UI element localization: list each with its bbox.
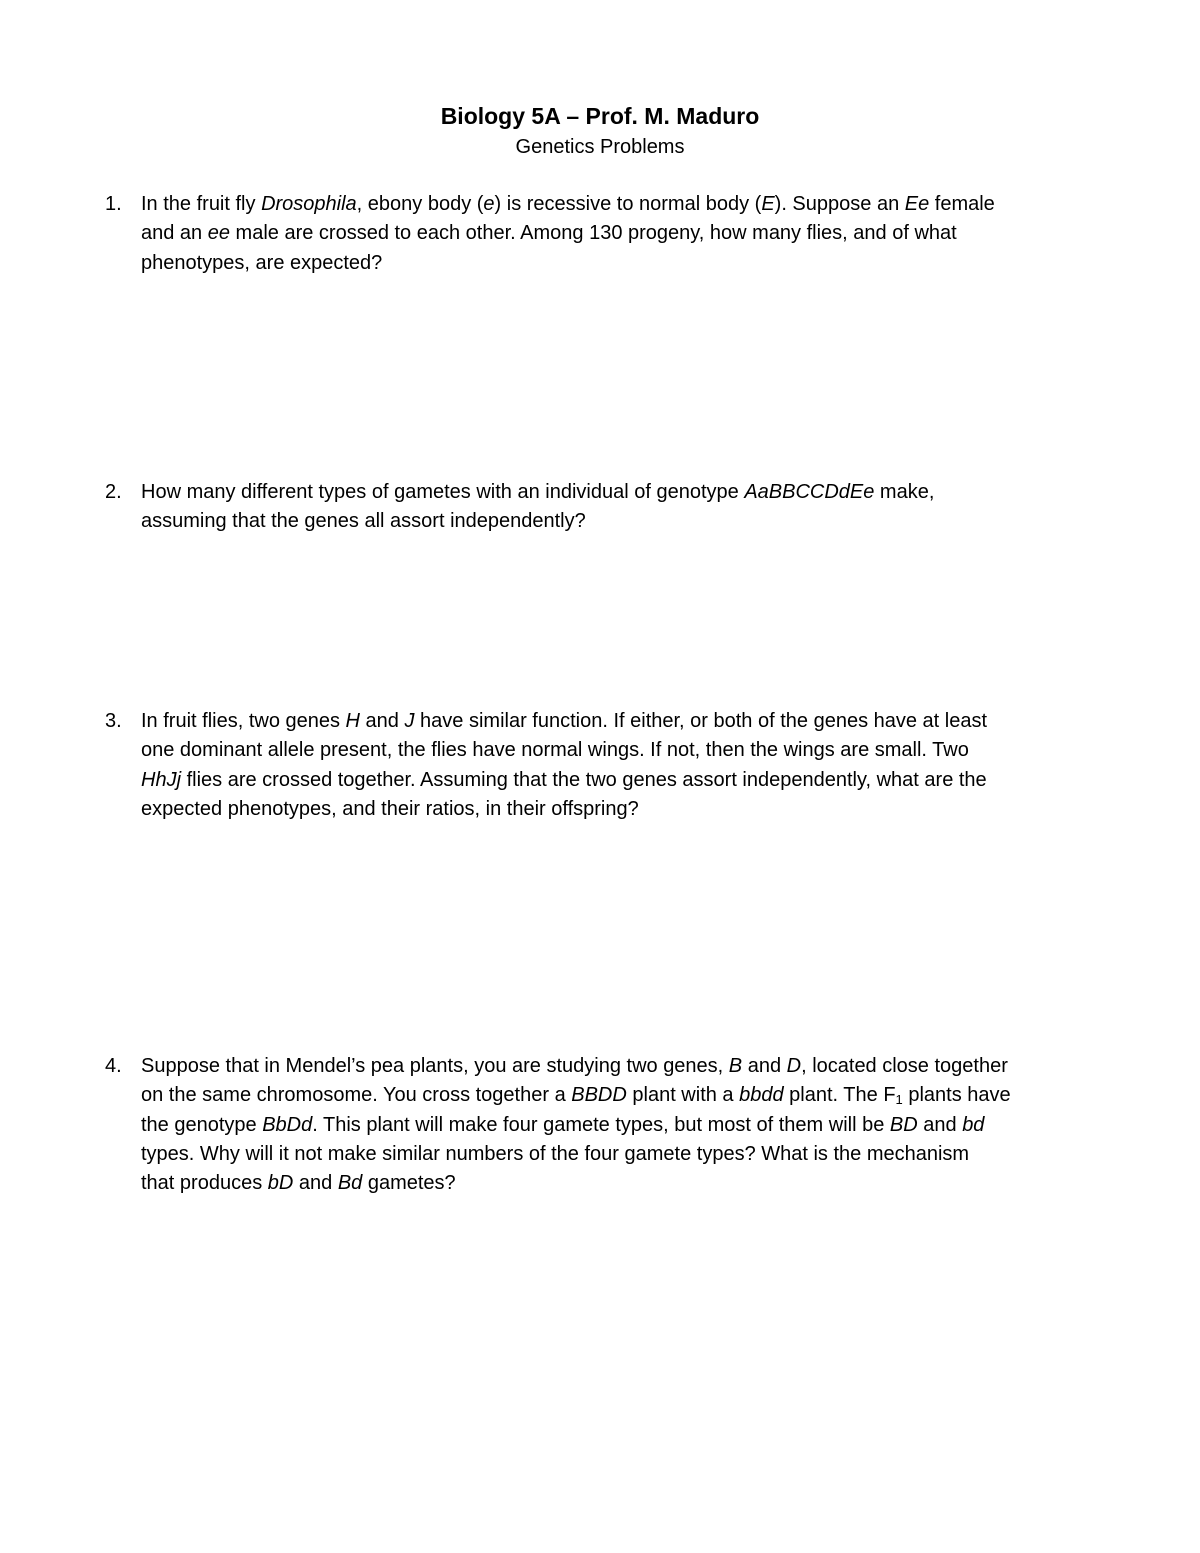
italic-term: J [404,710,415,732]
question-line [141,736,1080,765]
question-1 [105,190,1080,278]
page-title: Biology 5A – Prof. M. Maduro [440,103,760,129]
text-segment: , located close together [801,1055,1008,1077]
text-segment: female [929,193,995,215]
text-segment: and [742,1055,787,1077]
question-line [141,766,1080,795]
question-line [141,1052,1080,1081]
question-number: 4. [105,1055,122,1077]
italic-term: B [728,1055,743,1077]
italic-term: E [761,193,775,215]
italic-term: Bd [337,1172,363,1195]
question-line [141,795,1080,824]
question-line [141,1140,1080,1169]
question-line [141,707,1080,736]
text-segment: one dominant allele present, the flies have normal wings. If not, then the wings are small. Two [141,739,969,762]
text-segment: In fruit flies, two genes [141,710,346,732]
italic-term: bD [267,1172,294,1195]
question-line [141,507,1080,536]
question-line [141,219,1080,248]
text-segment: and [360,710,405,732]
question-line [141,190,1080,219]
text-segment: ). Suppose an [774,193,905,215]
text-segment: phenotypes, are expected? [141,251,383,274]
italic-term: ee [207,222,230,245]
question-line [141,478,1080,507]
question-line [141,1169,1080,1198]
text-segment: In the fruit fly [141,193,262,215]
italic-term: bbdd [739,1084,784,1107]
text-segment: on the same chromosome. You cross together a [141,1084,572,1107]
question-2 [105,478,1080,537]
text-segment: plant with a [626,1084,740,1107]
text-segment: have similar function. If either, or both of the genes have at least [414,710,988,732]
text-segment: and an [141,222,208,245]
question-text [141,1052,1080,1198]
text-segment: that produces [141,1172,268,1195]
text-segment: and [917,1113,963,1136]
text-segment: assuming that the genes all assort independently? [141,510,586,533]
question-text [141,707,1080,824]
text-segment: types. Why will it not make similar numbers of the four gamete types? What is the mechanism [141,1142,970,1165]
text-segment: Suppose that in Mendel’s pea plants, you are studying two genes, [141,1055,729,1077]
italic-term: HhJj [141,768,182,791]
text-segment: male are crossed to each other. Among 130 progeny, how many flies, and of what [229,222,957,245]
text-segment: plant. The F [783,1084,896,1107]
question-number: 2. [105,481,122,503]
italic-term: bd [962,1113,985,1136]
question-number: 1. [105,193,122,215]
text-segment: make, [874,481,935,503]
question-line [141,249,1080,278]
question-line [141,1081,1080,1110]
text-segment: flies are crossed together. Assuming that the two genes assort independently, what are the [181,768,987,791]
question-4 [105,1052,1080,1198]
text-segment: expected phenotypes, and their ratios, in their offspring? [141,797,639,820]
text-segment: . This plant will make four gamete types, but most of them will be [312,1113,890,1136]
question-number: 3. [105,710,122,732]
italic-term: BD [889,1113,918,1136]
text-segment: and [293,1172,338,1195]
question-text [141,478,1080,537]
question-text [141,190,1080,278]
italic-term: Ee [904,193,930,215]
text-segment: plants have [902,1084,1011,1107]
italic-term: BBDD [571,1084,627,1107]
question-line [141,1111,1080,1140]
italic-term: AaBBCCDdEe [744,481,875,503]
text-segment: the genotype [141,1113,263,1136]
italic-term: Drosophila [261,193,357,215]
text-segment: gametes? [362,1172,456,1195]
text-segment: ) is recessive to normal body ( [494,193,762,215]
question-3 [105,707,1080,824]
page-subtitle: Genetics Problems [515,136,685,158]
italic-term: e [483,193,495,215]
italic-term: D [786,1055,802,1077]
italic-term: BbDd [262,1113,313,1136]
italic-term: H [345,710,360,732]
text-segment: , ebony body ( [356,193,484,215]
text-segment: How many different types of gametes with an individual of genotype [141,481,745,503]
subscript: 1 [895,1092,903,1108]
